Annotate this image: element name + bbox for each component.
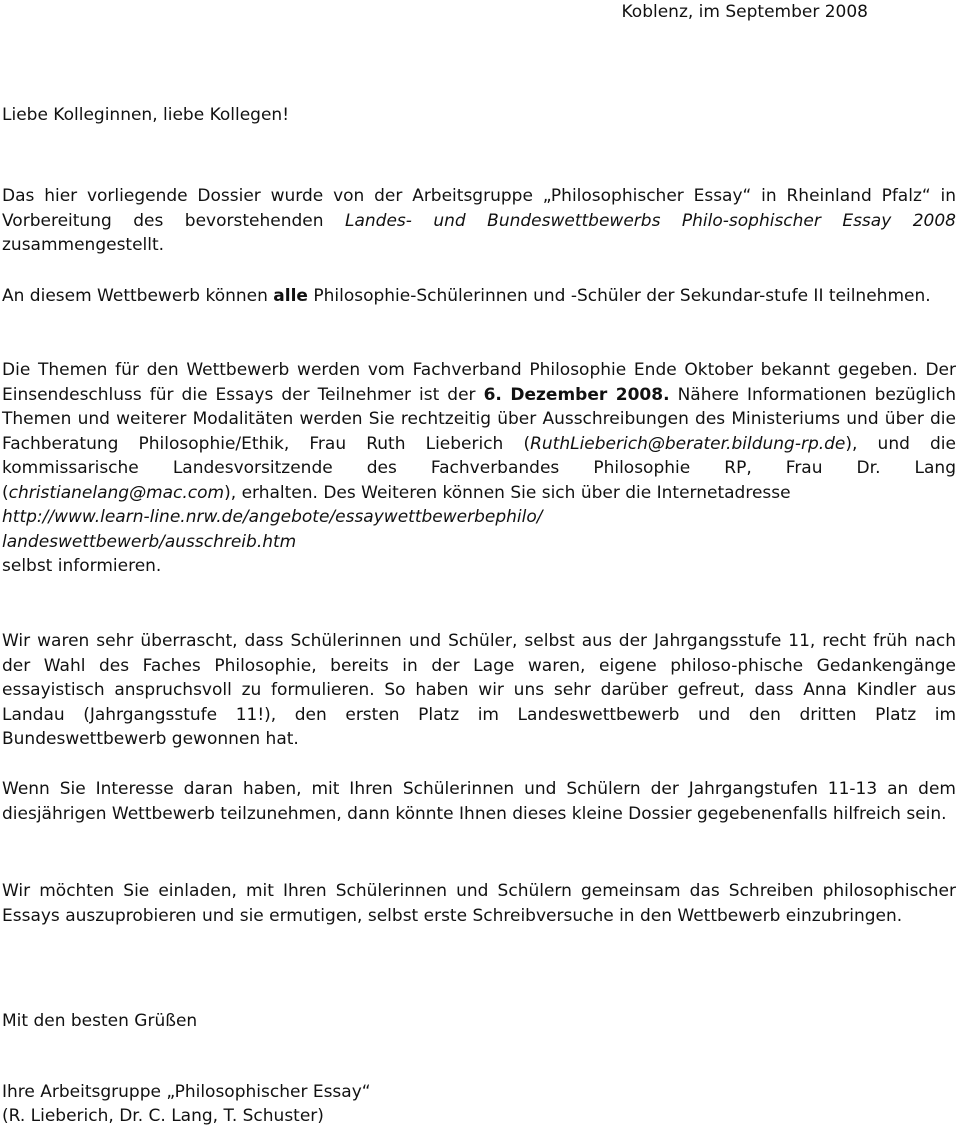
date-line: Koblenz, im September 2008 [621,2,868,22]
url-link-part1[interactable]: http://www.learn-line.nrw.de/angebote/essaywettbewerbephilo/ [2,507,543,527]
signature-group: Ihre Arbeitsgruppe „Philosophischer Essay“ [2,1082,371,1102]
url-link-part2[interactable]: landeswettbewerb/ausschreib.htm [2,531,297,552]
paragraph-invitation: Wenn Sie Interesse daran haben, mit Ihren Schülerinnen und Schülern der Jahrgangstufen 11-13 an dem diesjährigen Wettbewerb teilzunehmen, dann könnte Ihnen dieses kleine Dossier gegebenenfalls hilfreich sein. [2,779,956,824]
emphasis-all: alle [273,286,308,306]
paragraph-details [2,358,956,579]
paragraph-eligibility-end: Philosophie-Schülerinnen und -Schüler der Sekundar-stufe II teilnehmen. [307,286,931,306]
paragraph-details-text: Die Themen für den Wettbewerb werden vom Fachverband Philosophie Ende Oktober bekannt gegeben. Der Einsendeschluss für die Essays der Teilnehmer ist der [2,360,956,405]
paragraph-intro-text: Das hier vorliegende Dossier wurde von der Arbeitsgruppe „Philosophischer Essay“ in Rheinland Pfalz“ in Vorbereitung des bevorstehenden [2,186,956,231]
paragraph-intro-end: zusammengestellt. [2,235,165,255]
paragraph-details-text-4: ), erhalten. Des Weiteren können Sie sich über die Internetadresse [224,482,791,503]
deadline-date: 6. Dezember 2008. [483,384,670,405]
closing-line: Mit den besten Grüßen [2,1011,198,1031]
paragraph-details-text-3: ), und die kommissarische Landesvorsitzende des Fachverbandes Philosophie RP, Frau Dr. Lang ( [2,433,956,503]
paragraph-eligibility-text: An diesem Wettbewerb können [2,286,274,306]
competition-title: Landes- und Bundeswettbewerbs Philo-sophischer Essay 2008 [344,210,956,231]
paragraph-details-end: selbst informieren. [2,556,162,576]
signature-names: (R. Lieberich, Dr. C. Lang, T. Schuster) [2,1106,324,1126]
paragraph-experience: Wir waren sehr überrascht, dass Schülerinnen und Schüler, selbst aus der Jahrgangsstufe 11, recht früh nach der Wahl des Faches Philosophie, bereits in der Lage waren, eigene philoso-phische Gedankengänge essayistisch anspruchsvoll zu formulieren. So haben wir uns sehr darüber gefreut, dass Anna Kindler aus Landau (Jahrgangsstufe 11!), den ersten Platz im Landeswettbewerb und den dritten Platz im Bundeswettbewerb gewonnen hat. [2,631,956,749]
email-link-lieberich[interactable]: RuthLieberich@berater.bildung-rp.de [530,433,846,454]
paragraph-encouragement: Wir möchten Sie einladen, mit Ihren Schülerinnen und Schülern gemeinsam das Schreiben philosophischer Essays auszuprobieren und sie ermutigen, selbst erste Schreibversuche in den Wettbewerb einzubringen. [2,881,956,926]
email-link-lang[interactable]: christianelang@mac.com [8,482,225,503]
salutation: Liebe Kolleginnen, liebe Kollegen! [2,105,290,125]
paragraph-details-text-2: Nähere Informationen bezüglich Themen und weiterer Modalitäten werden Sie rechtzeitig über Ausschreibungen des Ministeriums und über die Fachberatung Philosophie/Ethik, Frau Ruth Lieberich ( [2,384,956,454]
paragraph-intro [2,184,956,258]
paragraph-eligibility [2,284,956,309]
